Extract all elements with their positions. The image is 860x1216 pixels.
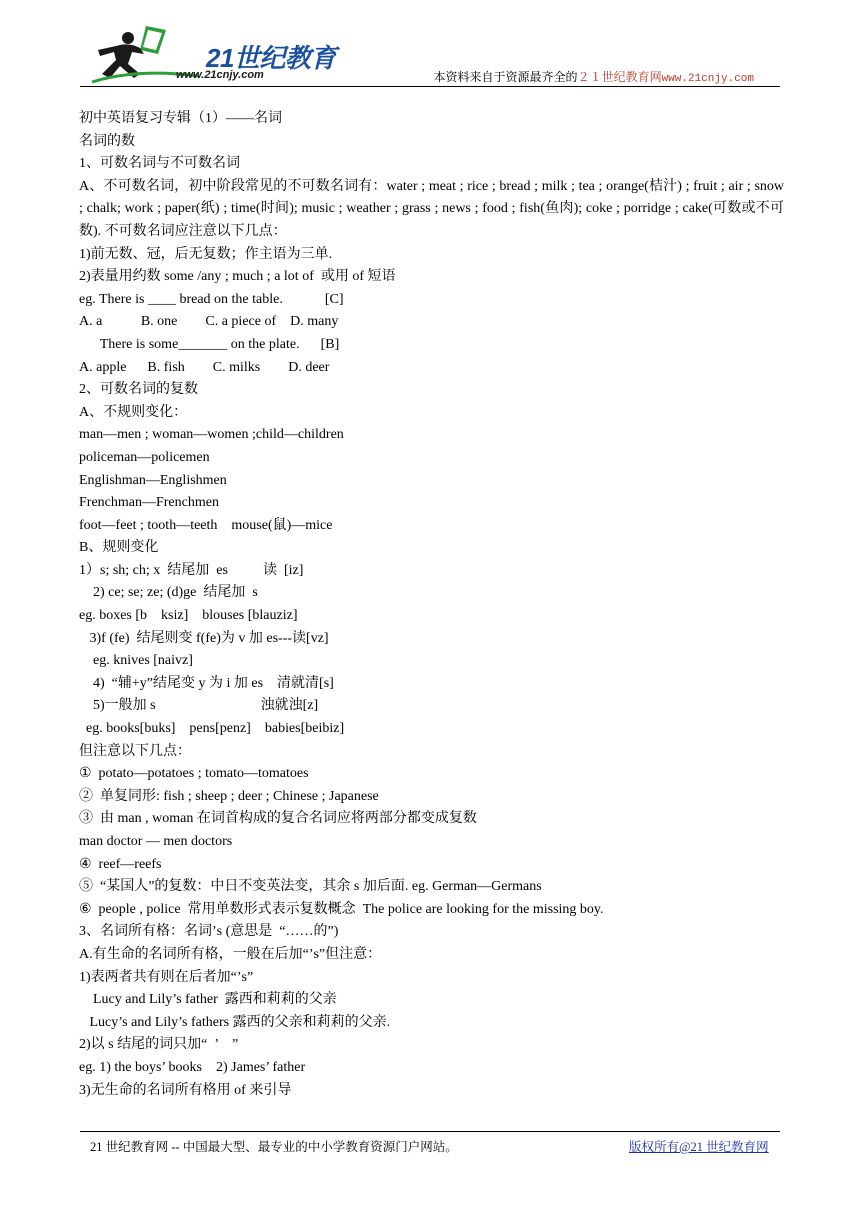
text-line: foot—feet ; tooth—teeth mouse(鼠)—mice [79,517,333,533]
page-header [80,20,780,86]
document-body [79,108,784,1102]
paragraph: A、不可数名词，初中阶段常见的不可数名词有：water ; meat ; rice ; bread ; milk ; tea ; orange(桔汁) ; fruit ; air ; snow ; chalk; work ; paper(纸) ; time(时间); music ; weather ; grass ; news ; food ; fish(鱼肉); coke ; porridge ; cake(可数或不可数). 不可数名词应注意以下几点： [79,178,784,239]
text-line: 3)f (fe) 结尾则变 f(fe)为 v 加 es---读[vz] [79,630,329,646]
text-line: eg. knives [naivz] [79,653,193,669]
subsection-heading: B、规则变化 [79,540,159,556]
doc-title: 初中英语复习专辑（1）——名词 [79,111,282,126]
header-divider [80,86,780,87]
footer-copyright-link[interactable]: 版权所有@21 世纪教育网 [629,1140,769,1154]
section-heading: 2、可数名词的复数 [79,382,198,398]
header-note-prefix: 本资料来自于资源最齐全的 [433,70,578,84]
text-line: 4) “辅+y”结尾变 y 为 i 加 es 清就清[s] [79,675,334,691]
text-line: 2)表量用约数 some /any ; much ; a lot of 或用 of 短语 [79,269,396,285]
site-logo [88,24,348,86]
text-line: eg. books[buks] pens[penz] babies[beibiz] [79,721,345,737]
text-line: 1)表两者共有则在后者加“’s” [79,969,254,985]
text-line: eg. boxes [b ksiz] blouses [blauziz] [79,608,298,624]
header-note-url[interactable]: www.21cnjy.com [661,73,754,85]
footer-divider [80,1131,780,1132]
text-line: 2) ce; se; ze; (d)ge 结尾加 s [79,585,258,601]
header-note-site: ２１世纪教育网 [577,70,662,84]
example-options: A. a B. one C. a piece of D. many [79,314,339,330]
note-item: ② 单复同形: fish ; sheep ; deer ; Chinese ; Japanese [79,788,379,804]
text-line: A.有生命的名词所有格，一般在后加“’s”但注意： [79,946,382,962]
example-options: A. apple B. fish C. milks D. deer [79,359,330,375]
text-line: man—men ; woman—women ;child—children [79,427,344,443]
logo-title: 21世纪教育 [206,43,336,73]
text-line: Frenchman—Frenchmen [79,495,219,511]
note-item: ⑤ “某国人”的复数：中日不变英法变，其余 s 加后面. eg. German—Germans [79,879,542,895]
note-item: ④ reef—reefs [79,856,162,872]
section-heading: 3、名词所有格：名词’s (意思是 “……的”) [79,924,339,940]
text-line: policeman—policemen [79,449,210,465]
section-heading: 名词的数 [79,133,135,149]
text-line: 5)一般加 s 浊就浊[z] [79,698,319,714]
section-heading: 1、可数名词与不可数名词 [79,156,240,172]
note-item: ③ 由 man , woman 在词首构成的复合名词应将两部分都变成复数 [79,811,477,827]
logo-url: www.21cnjy.com [176,69,264,81]
header-source-note [434,68,754,85]
text-line: Englishman—Englishmen [79,472,227,488]
text-line: Lucy’s and Lily’s fathers 露西的父亲和莉莉的父亲. [79,1014,391,1030]
text-line: eg. 1) the boys’ books 2) James’ father [79,1059,306,1075]
subsection-heading: A、不规则变化： [79,404,188,420]
text-line: man doctor — men doctors [79,834,233,849]
example-question: eg. There is ____ bread on the table. [C] [79,291,344,307]
text-line: 1)前无数、冠，后无复数；作主语为三单. [79,246,333,262]
text-line: 1）s; sh; ch; x 结尾加 es 读 [iz] [79,562,304,578]
example-question: There is some_______ on the plate. [B] [79,336,340,352]
text-line: 3)无生命的名词所有格用 of 来引导 [79,1082,292,1098]
text-line: 但注意以下几点： [79,743,191,759]
footer-site-description: 21 世纪教育网 -- 中国最大型、最专业的中小学教育资源门户网站。 [90,1140,458,1154]
text-line: 2)以 s 结尾的词只加“ ’ ” [79,1037,239,1053]
note-item: ① potato—potatoes ; tomato—tomatoes [79,766,309,782]
text-line: Lucy and Lily’s father 露西和莉莉的父亲 [79,992,337,1008]
note-item: ⑥ people , police 常用单数形式表示复数概念 The police are looking for the missing boy. [79,901,604,917]
